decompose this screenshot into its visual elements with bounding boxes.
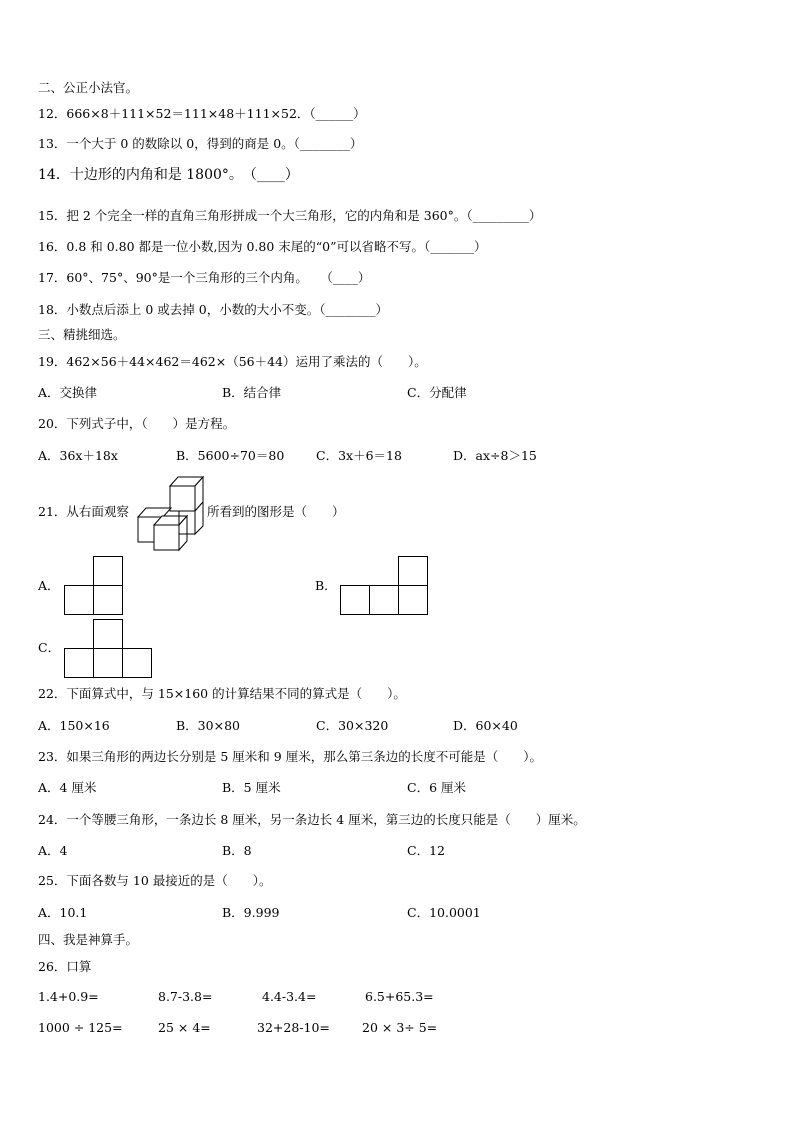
q25-option-a: A．10.1: [38, 905, 88, 920]
question-21-stem-left: 21．从右面观察: [38, 504, 129, 519]
question-14: 14．十边形的内角和是 1800°。 （____）: [38, 167, 299, 183]
q24-option-b: B．8: [222, 843, 252, 858]
q20-option-c: C．3x＋6＝18: [316, 448, 402, 463]
q22-option-d: D．60×40: [453, 718, 518, 733]
q21-option-c-figure: [63, 618, 154, 680]
q24-option-c: C．12: [407, 843, 445, 858]
q19-option-b: B．结合律: [222, 385, 282, 400]
q23-option-b: B．5 厘米: [222, 780, 281, 795]
mental-math-item: 20 × 3÷ 5=: [362, 1020, 438, 1035]
question-18: 18．小数点后添上 0 或去掉 0，小数的大小不变。（________）: [38, 302, 388, 317]
question-25: 25．下面各数与 10 最接近的是（ ）。: [38, 873, 272, 888]
q22-option-b: B．30×80: [176, 718, 240, 733]
q25-option-b: B．9.999: [222, 905, 280, 920]
mental-math-item: 8.7-3.8=: [158, 989, 213, 1004]
question-12: 12．666×8＋111×52＝111×48＋111×52．（______）: [38, 106, 366, 121]
question-16: 16．0.8 和 0.80 都是一位小数,因为 0.80 末尾的“0”可以省略不写。（_______）: [38, 239, 487, 254]
question-22: 22．下面算式中，与 15×160 的计算结果不同的算式是（ ）。: [38, 686, 406, 701]
mental-math-item: 4.4-3.4=: [262, 989, 317, 1004]
q22-option-c: C．30×320: [316, 718, 389, 733]
question-19: 19．462×56＋44×462＝462×（56＋44）运用了乘法的（ ）。: [38, 354, 427, 369]
q21-option-a: A．: [38, 578, 60, 593]
q23-option-a: A．4 厘米: [38, 780, 97, 795]
q21-option-a-figure: [63, 555, 125, 617]
question-21-stem-right: 所看到的图形是（ ）: [207, 504, 345, 519]
q19-option-c: C．分配律: [407, 385, 467, 400]
q23-option-c: C．6 厘米: [407, 780, 466, 795]
question-17: 17．60°、75°、90°是一个三角形的三个内角。 （____）: [38, 270, 371, 285]
q21-option-b-figure: [339, 555, 430, 617]
q24-option-a: A．4: [38, 843, 68, 858]
q22-option-a: A．150×16: [38, 718, 110, 733]
section-title-3: 三、精挑细选。: [38, 327, 126, 342]
question-15: 15．把 2 个完全一样的直角三角形拼成一个大三角形，它的内角和是 360°。（_________）: [38, 208, 542, 223]
question-23: 23．如果三角形的两边长分别是 5 厘米和 9 厘米，那么第三条边的长度不可能是（ ）。: [38, 749, 542, 764]
question-13: 13．一个大于 0 的数除以 0，得到的商是 0。（________）: [38, 136, 363, 151]
q20-option-a: A．36x＋18x: [38, 448, 118, 463]
mental-math-item: 1.4+0.9=: [38, 989, 99, 1004]
q21-option-b: B．: [315, 578, 337, 593]
question-24: 24．一个等腰三角形，一条边长 8 厘米，另一条边长 4 厘米，第三边的长度只能是（ ）厘米。: [38, 812, 586, 827]
q20-option-d: D．ax÷8＞15: [453, 448, 537, 463]
section-title-2: 二、公正小法官。: [38, 80, 139, 95]
question-26: 26．口算: [38, 959, 92, 974]
question-20: 20．下列式子中，（ ）是方程。: [38, 416, 236, 431]
mental-math-item: 25 × 4=: [158, 1020, 211, 1035]
section-title-4: 四、我是神算手。: [38, 932, 139, 947]
mental-math-item: 6.5+65.3=: [365, 989, 434, 1004]
cube-stack-figure: [136, 474, 208, 552]
mental-math-item: 1000 ÷ 125=: [38, 1020, 123, 1035]
q19-option-a: A．交换律: [38, 385, 98, 400]
q25-option-c: C．10.0001: [407, 905, 481, 920]
q20-option-b: B．5600÷70＝80: [176, 448, 285, 463]
mental-math-item: 32+28-10=: [257, 1020, 330, 1035]
q21-option-c: C．: [38, 640, 61, 655]
